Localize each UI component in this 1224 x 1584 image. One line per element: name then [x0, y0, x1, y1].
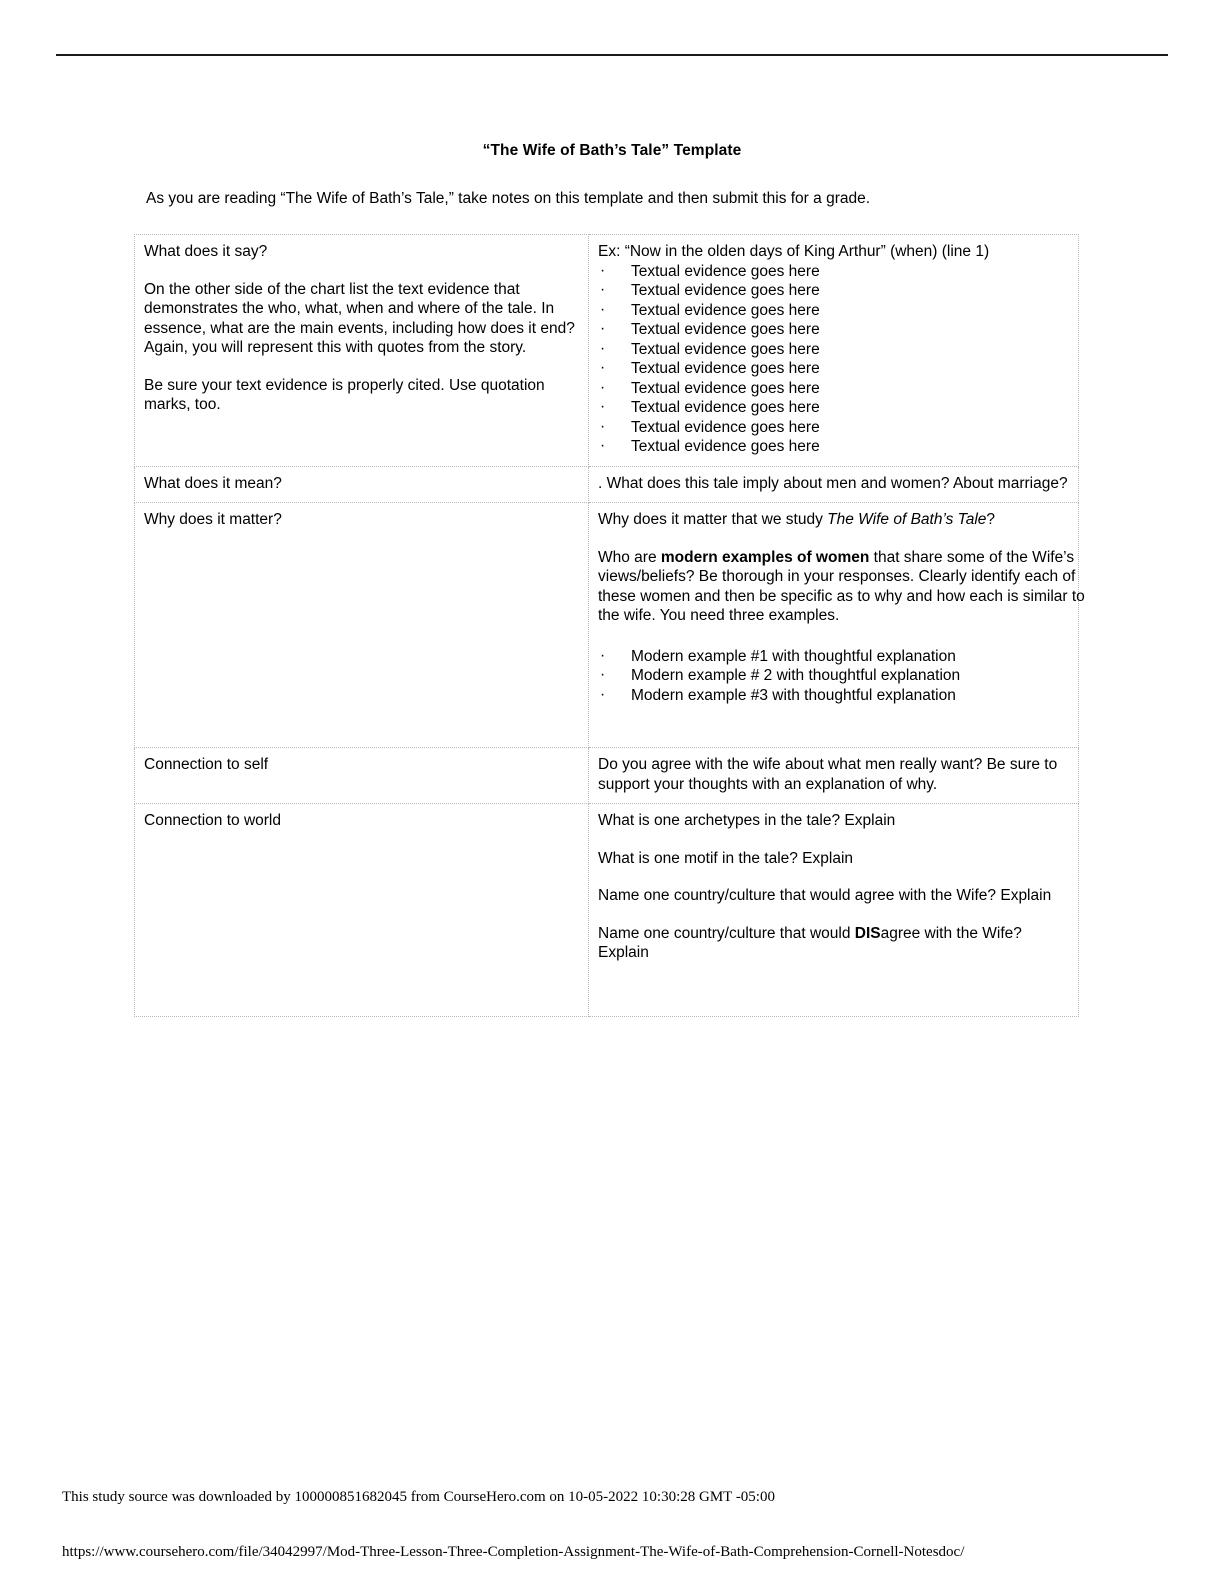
mean-answer: . What does this tale imply about men and women? About marriage? — [598, 474, 1068, 492]
world-q4-tail: agree with the Wife? Explain — [598, 924, 1022, 961]
matter-para-lead: Who are — [598, 548, 661, 566]
list-item: · Modern example # 2 with thoughtful explanation — [598, 666, 1070, 686]
list-item: · Textual evidence goes here — [598, 398, 1070, 418]
cell-mean-prompt — [135, 466, 589, 503]
say-evidence-list — [598, 262, 1070, 457]
cell-self-prompt — [135, 748, 589, 804]
world-q4-lead: Name one country/culture that would — [598, 924, 855, 942]
source-url: https://www.coursehero.com/file/34042997/Mod-Three-Lesson-Three-Completion-Assignment-The-Wife-of-Bath-Comprehension-Cornell-Notesdoc/ — [62, 1544, 965, 1560]
self-heading: Connection to self — [144, 756, 269, 773]
world-q4-bold: DIS — [854, 924, 881, 942]
list-item: · Textual evidence goes here — [598, 320, 1070, 340]
list-item: · Textual evidence goes here — [598, 418, 1070, 438]
table-row — [135, 503, 1079, 748]
matter-question-title: The Wife of Bath’s Tale — [827, 511, 987, 528]
cell-world-prompt — [135, 804, 589, 1017]
table-row — [135, 235, 1079, 467]
cell-world-answer — [589, 804, 1079, 1017]
cell-matter-prompt — [135, 503, 589, 748]
cell-say-prompt — [135, 235, 589, 467]
world-heading: Connection to world — [144, 812, 281, 829]
matter-para-bold: modern examples of women — [660, 548, 870, 566]
download-note: This study source was downloaded by 100000851682045 from CourseHero.com on 10-05-2022 10:30:28 GMT -05:00 — [62, 1489, 775, 1505]
say-heading: What does it say? — [144, 243, 268, 260]
world-question-2: What is one motif in the tale? Explain — [598, 849, 854, 867]
page-title: “The Wife of Bath’s Tale” Template — [482, 142, 742, 159]
list-item: · Textual evidence goes here — [598, 379, 1070, 399]
table-row — [135, 466, 1079, 503]
cell-say-answer — [589, 235, 1079, 467]
world-question-3: Name one country/culture that would agree with the Wife? Explain — [598, 887, 1052, 904]
world-question-4 — [598, 924, 1070, 963]
matter-examples-list — [598, 647, 1070, 706]
matter-question-lead: Why does it matter that we study — [598, 511, 828, 528]
cell-matter-answer — [589, 503, 1085, 748]
header-rule — [56, 54, 1168, 56]
say-body-2: Be sure your text evidence is properly cited. Use quotation marks, too. — [144, 376, 545, 413]
say-body-1: On the other side of the chart list the text evidence that demonstrates the who, what, when and where of the tale. In essence, what are the main events, including how does it end? Again, you will represent this with quotes from the story. — [144, 280, 575, 356]
table-row — [135, 804, 1079, 1017]
cornell-notes-table — [134, 234, 1085, 1017]
list-item: · Textual evidence goes here — [598, 281, 1070, 301]
list-item: · Textual evidence goes here — [598, 301, 1070, 321]
intro-instruction: As you are reading “The Wife of Bath’s Tale,” take notes on this template and then submit this for a grade. — [146, 190, 871, 207]
matter-paragraph — [598, 548, 1093, 626]
list-item: · Textual evidence goes here — [598, 437, 1070, 457]
matter-question-tail: ? — [986, 511, 996, 528]
table-row — [135, 748, 1079, 804]
list-item: · Textual evidence goes here — [598, 262, 1070, 282]
world-question-1: What is one archetypes in the tale? Explain — [598, 812, 896, 829]
list-item: · Textual evidence goes here — [598, 359, 1070, 379]
list-item: · Textual evidence goes here — [598, 340, 1070, 360]
matter-question — [598, 510, 1070, 530]
cell-mean-answer — [589, 466, 1079, 503]
cell-self-answer — [589, 748, 1079, 804]
list-item: · Modern example #1 with thoughtful explanation — [598, 647, 1070, 667]
say-example-line: Ex: “Now in the olden days of King Arthur” (when) (line 1) — [598, 243, 990, 260]
self-answer: Do you agree with the wife about what men really want? Be sure to support your thoughts with an explanation of why. — [598, 756, 1058, 793]
list-item: · Modern example #3 with thoughtful explanation — [598, 686, 1070, 706]
matter-heading: Why does it matter? — [144, 511, 282, 528]
mean-heading: What does it mean? — [144, 474, 282, 492]
matter-para-tail: that share some of the Wife’s views/beliefs? Be thorough in your responses. Clearly identify each of these women and then be specific as to why and how each is similar to the wife. You need three examples. — [598, 548, 1085, 624]
